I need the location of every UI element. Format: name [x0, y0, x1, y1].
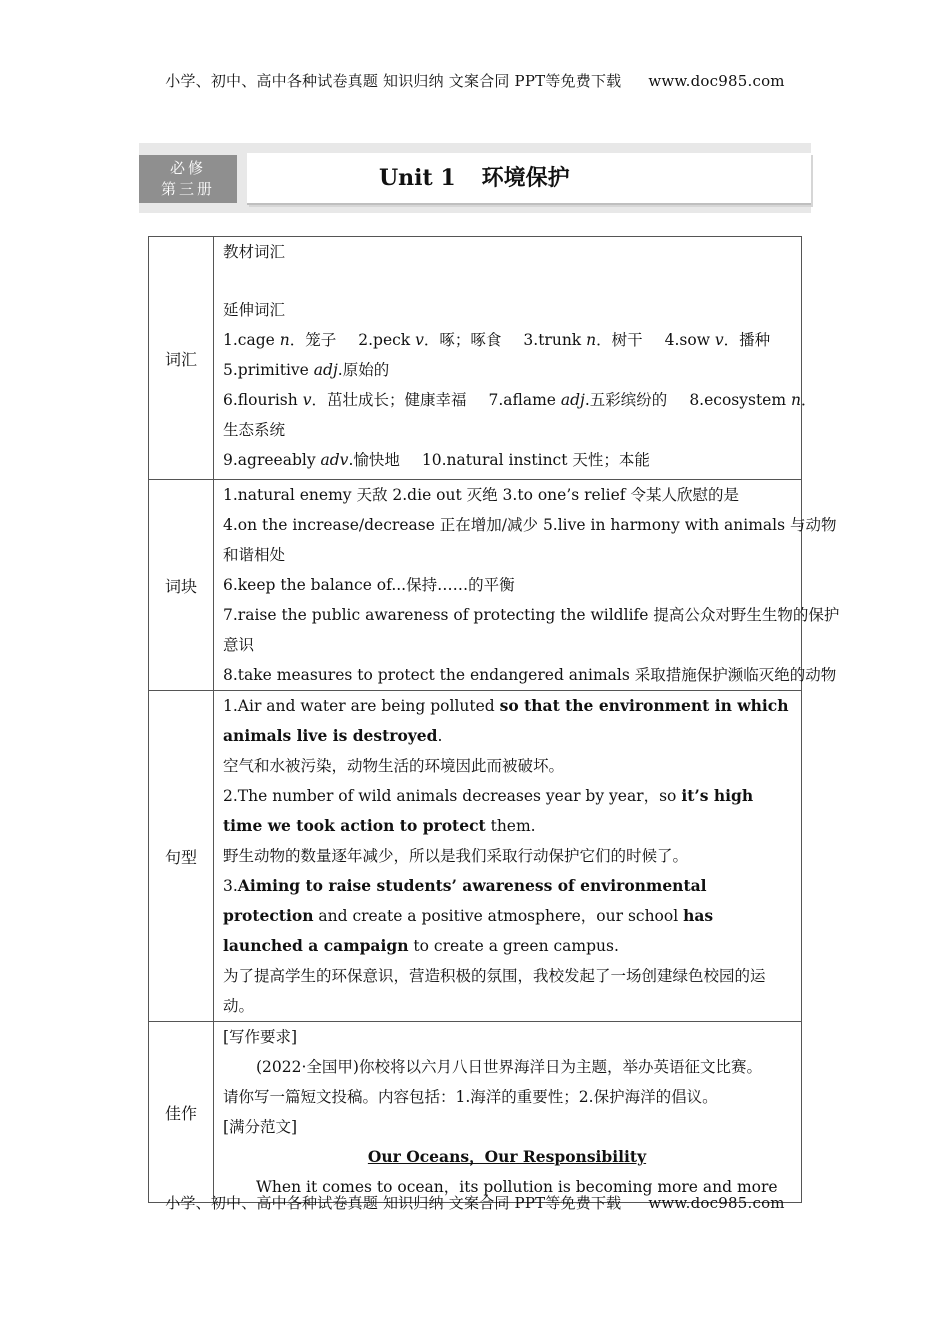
header-text: 小学、初中、高中各种试卷真题 知识归纳 文案合同 PPT等免费下载 [165, 72, 622, 90]
footer-site[interactable]: www.doc985.com [648, 1194, 785, 1212]
vocab-content [214, 237, 817, 480]
writing-content [214, 1022, 802, 1203]
model-essay-heading: [满分范文] [223, 1118, 298, 1136]
phrase-line-4: 6.keep the balance of...保持……的平衡 [223, 576, 515, 594]
phrase-line-3: 和谐相处 [223, 546, 286, 564]
writing-task-1: (2022·全国甲)你校将以六月八日世界海洋日为主题，举办英语征文比赛。 [256, 1058, 762, 1076]
sentence-1-cn: 空气和水被污染，动物生活的环境因此而被破坏。 [223, 757, 565, 775]
title-box [247, 153, 811, 205]
unit-banner [139, 143, 811, 213]
phrase-line-2: 4.on the increase/decrease 正在增加/减少 5.live in harmony with animals 与动物 [223, 516, 837, 534]
label-sentences: 句型 [149, 691, 214, 1022]
label-writing: 佳作 [149, 1022, 214, 1203]
content-table [148, 236, 840, 1203]
footer-text: 小学、初中、高中各种试卷真题 知识归纳 文案合同 PPT等免费下载 [165, 1194, 622, 1212]
book-badge [139, 155, 237, 203]
unit-topic: 环境保护 [481, 165, 570, 191]
phrases-content [214, 480, 840, 691]
vocab-line-1: 1.cage n．笼子 2.peck v．啄；啄食 3.trunk n．树干 4.sow v．播种 [223, 331, 771, 349]
vocab-line-3: 6.flourish v．茁壮成长；健康幸福 7.aflame adj.五彩缤纷的 8.ecosystem n． [223, 391, 817, 409]
textbook-vocab-heading: 教材词汇 [223, 243, 286, 261]
phrase-line-1: 1.natural enemy 天敌 2.die out 灭绝 3.to one’s relief 令某人欣慰的是 [223, 486, 739, 504]
phrase-line-7: 8.take measures to protect the endangered animals 采取措施保护濒临灭绝的动物 [223, 666, 837, 684]
sentence-2-cn: 野生动物的数量逐年减少，所以是我们采取行动保护它们的时候了。 [223, 847, 689, 865]
sentence-1: 1.Air and water are being polluted so that the environment in which animals live is destroyed. [223, 696, 789, 745]
badge-line1: 必修 [169, 159, 206, 177]
vocab-line-2: 5.primitive adj.原始的 [223, 361, 390, 379]
sentence-2: 2.The number of wild animals decreases year by year，so it’s high time we took action to protect them. [223, 786, 754, 835]
sentence-3-cn: 为了提高学生的环保意识，营造积极的氛围，我校发起了一场创建绿色校园的运动。 [223, 967, 766, 1015]
vocab-line-5: 9.agreeably adv.愉快地 10.natural instinct 天性；本能 [223, 451, 650, 469]
badge-line2: 第三册 [160, 180, 215, 198]
essay-title: Our Oceans，Our Responsibility [367, 1147, 647, 1166]
extended-vocab-heading: 延伸词汇 [223, 301, 286, 319]
row-writing [149, 1022, 802, 1203]
row-sentences [149, 691, 802, 1022]
row-phrases [149, 480, 802, 691]
header-site[interactable]: www.doc985.com [648, 72, 785, 90]
sentences-content [214, 691, 802, 1022]
essay-first-line: When it comes to ocean，its pollution is becoming more and more [256, 1178, 778, 1196]
unit-title [379, 161, 570, 192]
label-vocab: 词汇 [149, 237, 214, 480]
sentence-3: 3.Aiming to raise students’ awareness of environmental protection and create a positive atmosphere，our school has launched a campaign to create a green campus. [223, 876, 714, 955]
writing-requirement-heading: [写作要求] [223, 1028, 298, 1046]
page-footer [0, 1192, 950, 1213]
vocab-line-4: 生态系统 [223, 421, 286, 439]
label-phrases: 词块 [149, 480, 214, 691]
phrase-line-5: 7.raise the public awareness of protecting the wildlife 提高公众对野生生物的保护 [223, 606, 840, 624]
phrase-line-6: 意识 [223, 636, 255, 654]
page-header [0, 70, 950, 91]
writing-task-2: 请你写一篇短文投稿。内容包括：1.海洋的重要性；2.保护海洋的倡议。 [223, 1088, 718, 1106]
unit-number: Unit 1 [379, 165, 456, 191]
row-vocab [149, 237, 802, 480]
